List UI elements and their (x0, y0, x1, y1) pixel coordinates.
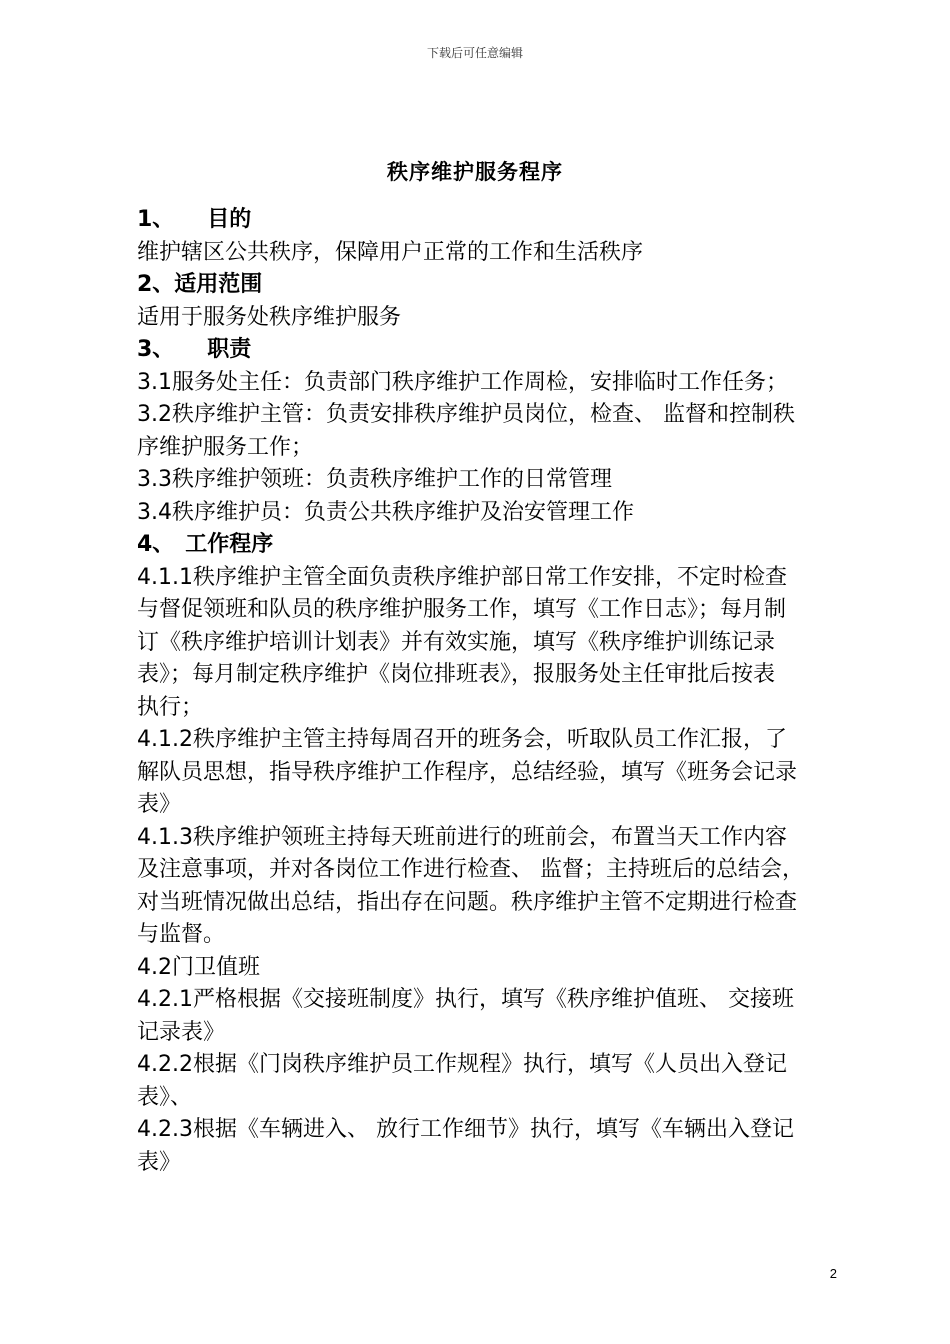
paragraph-line: 4.2.1严格根据《交接班制度》执行，填写《秩序维护值班、 交接班 (137, 987, 794, 1012)
paragraph-line: 4.2.3根据《车辆进入、 放行工作细节》执行，填写《车辆出入登记 (137, 1117, 794, 1142)
section-heading-purpose: 1、 目的 (137, 207, 252, 232)
paragraph-line: 4.2.2根据《门岗秩序维护员工作规程》执行，填写《人员出入登记 (137, 1052, 787, 1077)
paragraph-line: 执行； (137, 694, 204, 720)
paragraph-line: 表》 (137, 1149, 182, 1175)
paragraph-line: 3.2秩序维护主管：负责安排秩序维护员岗位，检查、 监督和控制秩 (137, 402, 795, 427)
section-heading-duties: 3、 职责 (137, 337, 252, 362)
paragraph-line: 3.3秩序维护领班：负责秩序维护工作的日常管理 (137, 467, 612, 492)
section-heading-procedure: 4、 工作程序 (137, 532, 274, 557)
paragraph-line: 及注意事项，并对各岗位工作进行检查、 监督；主持班后的总结会， (137, 857, 804, 882)
header-note: 下载后可任意编辑 (426, 46, 523, 60)
page-number: 2 (829, 1266, 837, 1281)
paragraph-line: 4.1.2秩序维护主管主持每周召开的班务会，听取队员工作汇报，了 (137, 727, 787, 752)
paragraph-line: 3.1服务处主任：负责部门秩序维护工作周检，安排临时工作任务； (137, 369, 788, 395)
paragraph-line: 序维护服务工作； (137, 434, 314, 460)
paragraph-line: 记录表》 (137, 1019, 226, 1045)
paragraph-line: 订《秩序维护培训计划表》并有效实施，填写《秩序维护训练记录 (137, 629, 776, 655)
document-title: 秩序维护服务程序 (387, 160, 563, 184)
document-body (137, 204, 837, 1179)
paragraph-line: 与监督。 (137, 922, 226, 947)
paragraph-line: 3.4秩序维护员：负责公共秩序维护及治安管理工作 (137, 499, 634, 525)
paragraph-line: 维护辖区公共秩序，保障用户正常的工作和生活秩序 (137, 239, 644, 265)
paragraph-line: 与督促领班和队员的秩序维护服务工作，填写《工作日志》；每月制 (137, 597, 787, 622)
paragraph-line: 表》；每月制定秩序维护《岗位排班表》，报服务处主任审批后按表 (137, 662, 776, 687)
paragraph-line: 4.2门卫值班 (137, 954, 260, 980)
section-heading-scope: 2、适用范围 (137, 272, 263, 297)
paragraph-line: 4.1.3秩序维护领班主持每天班前进行的班前会，布置当天工作内容 (137, 824, 787, 850)
paragraph-line: 解队员思想，指导秩序维护工作程序，总结经验，填写《班务会记录 (137, 759, 798, 785)
paragraph-line: 表》 (137, 792, 182, 817)
paragraph-line: 4.1.1秩序维护主管全面负责秩序维护部日常工作安排，不定时检查 (137, 564, 787, 590)
paragraph-line: 适用于服务处秩序维护服务 (137, 304, 402, 330)
paragraph-line: 表》、 (137, 1084, 193, 1110)
paragraph-line: 对当班情况做出总结，指出存在问题。秩序维护主管不定期进行检查 (137, 889, 798, 915)
